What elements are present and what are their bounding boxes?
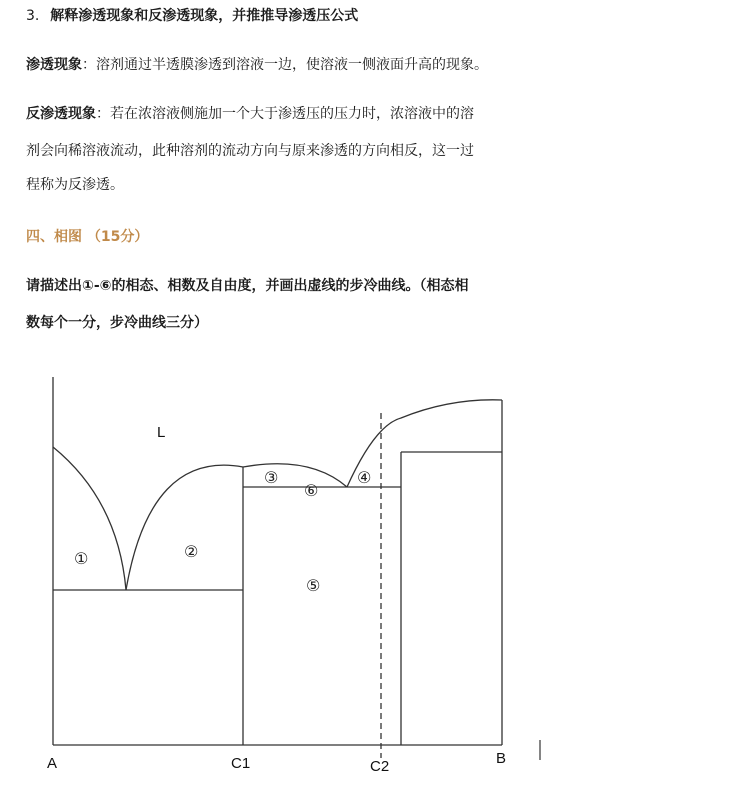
reverse-osmosis-line-2: 剂会向稀溶液流动，此种溶剂的流动方向与原来渗透的方向相反，这一过 — [26, 143, 474, 159]
reverse-osmosis-line-3: 程称为反渗透。 — [26, 177, 124, 193]
reverse-osmosis-text-1: 若在浓溶液侧施加一个大于渗透压的压力时，浓溶液中的溶 — [110, 106, 474, 122]
liquid-label: L — [157, 424, 166, 441]
phase-question-line-2: 数每个一分，步冷曲线三分） — [26, 315, 208, 331]
question-number: 3. — [26, 8, 40, 24]
region-2-label: ② — [184, 542, 199, 561]
axis-label-a: A — [47, 755, 58, 772]
region-3-label: ③ — [264, 468, 279, 487]
region-1-label: ① — [74, 549, 89, 568]
axis-label-b: B — [496, 750, 507, 767]
osmosis-definition: 溶剂通过半透膜渗透到溶液一边，使溶液一侧液面升高的现象。 — [96, 57, 488, 73]
liquidus-curve-a — [53, 447, 126, 590]
reverse-osmosis-colon: ： — [96, 106, 110, 122]
region-6-label: ⑥ — [304, 481, 319, 500]
axis-label-c1: C1 — [231, 755, 251, 772]
reverse-osmosis-term: 反渗透现象 — [26, 106, 96, 122]
liquidus-curve-c1-right — [243, 464, 347, 487]
osmosis-term: 渗透现象 — [26, 57, 82, 73]
region-5-label: ⑤ — [306, 576, 321, 595]
osmosis-colon: ： — [82, 57, 96, 73]
liquidus-curve-c1-left — [126, 465, 243, 590]
region-4-label: ④ — [357, 468, 372, 487]
axis-label-c2: C2 — [370, 758, 390, 775]
question-3-title: 解释渗透现象和反渗透现象，并推推导渗透压公式 — [50, 8, 359, 24]
phase-question-line-1: 请描述出①-⑥的相态、相数及自由度，并画出虚线的步冷曲线。（相态相 — [26, 278, 469, 294]
section-4-heading: 四、相图 （15分） — [26, 229, 149, 245]
